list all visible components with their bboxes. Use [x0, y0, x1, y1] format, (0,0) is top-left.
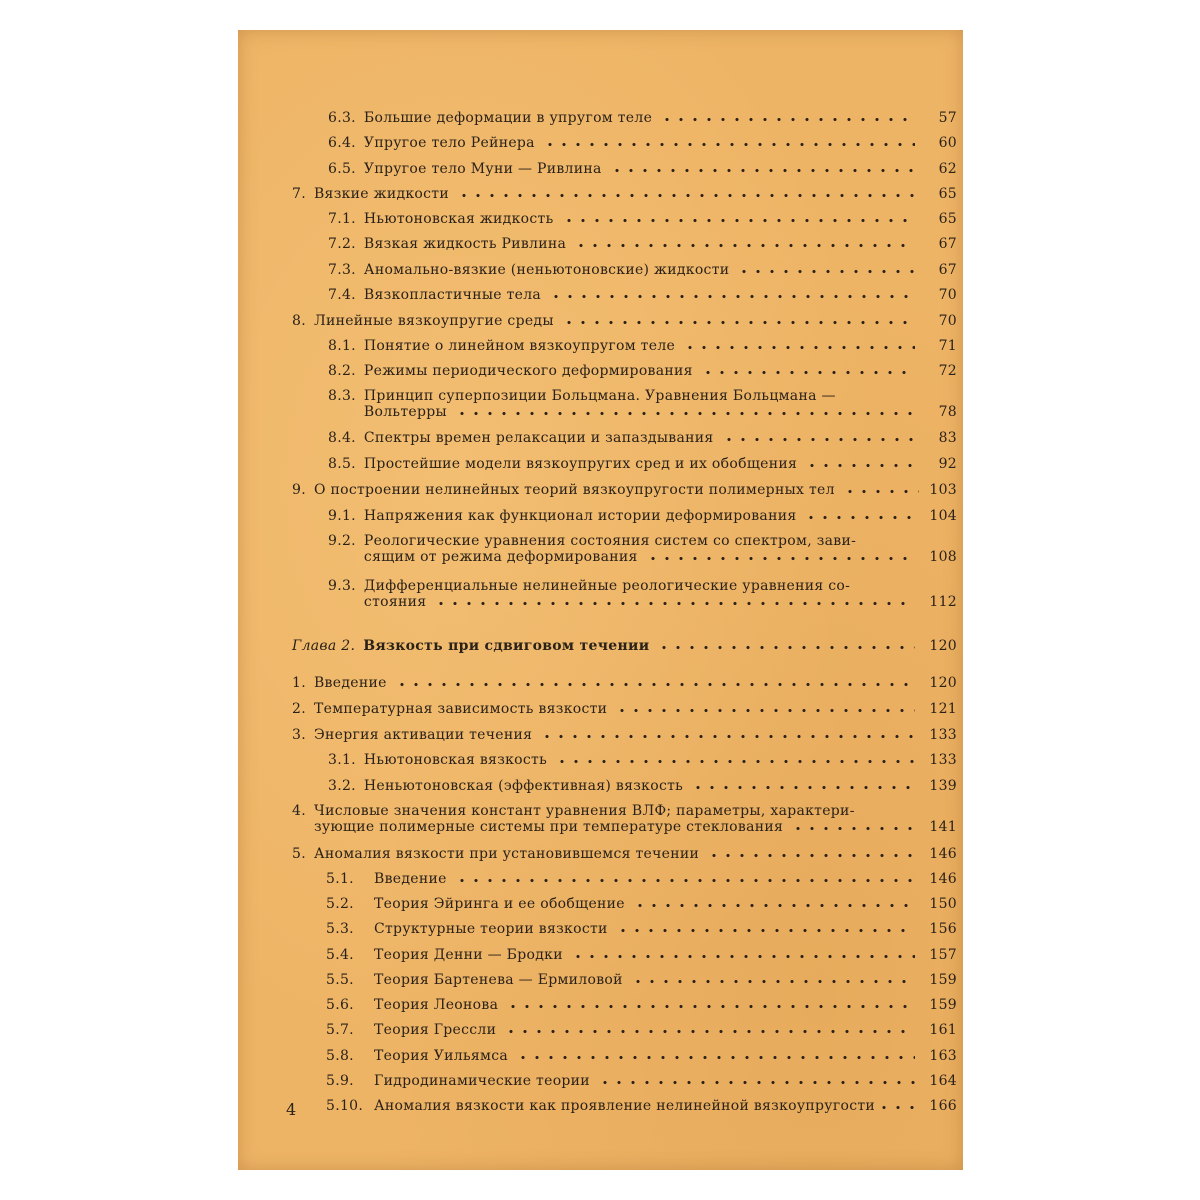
toc-entry: [328, 778, 957, 794]
dot-leader: [455, 411, 915, 416]
dot-leader: [701, 370, 915, 375]
toc-entry: [328, 161, 957, 177]
toc-number: 9.3.: [328, 578, 356, 594]
toc-number: 5.5.: [326, 972, 354, 988]
toc-number: 8.2.: [328, 363, 356, 379]
toc-page-number: 62: [938, 161, 957, 177]
toc-number: 8.4.: [328, 430, 356, 446]
toc-number: 8.: [292, 313, 306, 329]
toc-entry: [292, 727, 957, 743]
dot-leader: [631, 979, 915, 984]
toc-entry: [326, 947, 957, 963]
toc-number: 4.: [292, 803, 306, 819]
toc-page-number: 120: [929, 675, 957, 691]
toc-entry: [326, 871, 957, 887]
toc-page-number: 60: [938, 135, 957, 151]
toc-title: Аномалия вязкости как проявление нелинейной вязкоупругости: [374, 1098, 876, 1114]
toc-number: 8.1.: [328, 338, 356, 354]
toc-number: 6.4.: [328, 135, 356, 151]
toc-title: Структурные теории вязкости: [374, 921, 608, 937]
dot-leader: [660, 117, 915, 122]
dot-leader: [737, 269, 915, 274]
toc-number: 7.: [292, 186, 306, 202]
dot-leader: [791, 826, 915, 831]
toc-page-number: 72: [938, 363, 957, 379]
toc-title: Спектры времен релаксации и запаздывания: [363, 430, 714, 446]
toc-title: Вязкопластичные тела: [363, 287, 542, 303]
dot-leader: [610, 168, 915, 173]
toc-title-line-1: Числовые значения констант уравнения ВЛФ; параметры, характери-: [313, 803, 855, 819]
toc-page-number: 156: [929, 921, 957, 937]
toc-title: Энергия активации течения: [313, 727, 533, 743]
toc-page-number: 67: [938, 236, 957, 252]
dot-leader: [455, 878, 915, 883]
toc-title: Теория Денни — Бродки: [374, 947, 563, 963]
toc-entry: [328, 456, 957, 472]
toc-entry: [292, 803, 957, 835]
toc-title: Неньютоновская (эффективная) вязкость: [363, 778, 684, 794]
toc-number: 5.2.: [326, 896, 354, 912]
toc-entry: [328, 752, 957, 768]
toc-title: Гидродинамические теории: [374, 1073, 590, 1089]
toc-entry: [326, 1098, 957, 1114]
dot-leader: [805, 463, 915, 468]
toc-number: 5.6.: [326, 997, 354, 1013]
toc-title: Вязкая жидкость Ривлина: [363, 236, 567, 252]
toc-page-number: 103: [929, 482, 957, 498]
toc-title: [364, 388, 923, 420]
dot-leader: [571, 954, 915, 959]
toc-page-number: 121: [929, 701, 957, 717]
toc-number: 5.7.: [326, 1022, 354, 1038]
toc-page-number: 112: [929, 594, 957, 610]
dot-leader: [574, 243, 915, 248]
dot-leader: [804, 515, 915, 520]
toc-entry: [328, 135, 957, 151]
dot-leader: [877, 1105, 921, 1110]
toc-page-number: 133: [929, 727, 957, 743]
toc-title: [364, 533, 923, 565]
toc-title: Аномально-вязкие (неньютоновские) жидкости: [363, 262, 730, 278]
toc-page-number: 146: [929, 871, 957, 887]
toc-page-number: 120: [929, 638, 957, 654]
chapter-heading: [292, 638, 957, 654]
toc-number: 2.: [292, 701, 306, 717]
toc-page-number: 83: [938, 430, 957, 446]
toc-number: 5.10.: [326, 1098, 364, 1114]
toc-entry: [292, 846, 957, 862]
dot-leader: [562, 320, 915, 325]
toc-entry: [326, 921, 957, 937]
toc-entry: [292, 482, 957, 498]
toc-entry: [328, 363, 957, 379]
toc-number: 9.1.: [328, 508, 356, 524]
toc-number: 5.8.: [326, 1048, 354, 1064]
toc-page-number: 104: [929, 508, 957, 524]
dot-leader: [516, 1055, 915, 1060]
toc-entry: [292, 186, 957, 202]
toc-title: Упругое тело Рейнера: [363, 135, 535, 151]
dot-leader: [707, 853, 915, 858]
toc-number: 3.1.: [328, 752, 356, 768]
dot-leader: [540, 734, 915, 739]
toc-page-number: 146: [929, 846, 957, 862]
toc-title-line-2: Вольтерры: [363, 404, 447, 420]
toc-number: 3.2.: [328, 778, 356, 794]
dot-leader: [457, 193, 915, 198]
dot-leader: [646, 556, 915, 561]
toc-entry: [328, 211, 957, 227]
toc-page-number: 71: [938, 338, 957, 354]
book-page: [238, 30, 963, 1170]
toc-title: Простейшие модели вязкоупругих сред и их обобщения: [363, 456, 798, 472]
dot-leader: [562, 218, 916, 223]
toc-entry: [292, 701, 957, 717]
toc-title: О построении нелинейных теорий вязкоупругости полимерных тел: [313, 482, 835, 498]
dot-leader: [616, 928, 915, 933]
dot-leader: [506, 1004, 915, 1009]
toc-title: Теория Уильямса: [374, 1048, 508, 1064]
toc-entry: [326, 1022, 957, 1038]
dot-leader: [657, 645, 915, 650]
toc-page-number: 164: [929, 1073, 957, 1089]
toc-number: 5.: [292, 846, 306, 862]
toc-number: 3.: [292, 727, 306, 743]
toc-title: Теория Леонова: [374, 997, 499, 1013]
toc-page-number: 67: [938, 262, 957, 278]
dot-leader: [683, 345, 915, 350]
toc-title: Аномалия вязкости при установившемся течении: [313, 846, 700, 862]
toc-entry: [328, 287, 957, 303]
toc-page-number: 159: [929, 997, 957, 1013]
toc-title: Упругое тело Муни — Ривлина: [363, 161, 602, 177]
toc-page-number: 92: [938, 456, 957, 472]
toc-page-number: 70: [938, 313, 957, 329]
toc-page-number: 70: [938, 287, 957, 303]
toc-title: Линейные вязкоупругие среды: [313, 313, 554, 329]
dot-leader: [395, 682, 915, 687]
toc-entry: [326, 1048, 957, 1064]
toc-title: Вязкие жидкости: [313, 186, 449, 202]
toc-page-number: 65: [938, 211, 957, 227]
toc-page-number: 133: [929, 752, 957, 768]
toc-title: [364, 578, 923, 610]
toc-entry: [328, 338, 957, 354]
toc-title: [314, 803, 923, 835]
toc-title: Теория Эйринга и ее обобщение: [374, 896, 625, 912]
toc-page-number: 108: [929, 549, 957, 565]
toc-title: Понятие о линейном вязкоупругом теле: [363, 338, 676, 354]
toc-page-number: 159: [929, 972, 957, 988]
page-folio-number: 4: [286, 1100, 297, 1119]
dot-leader: [633, 903, 915, 908]
toc-number: 8.3.: [328, 388, 356, 404]
toc-title: Теория Бартенева — Ермиловой: [374, 972, 623, 988]
toc-title: Напряжения как функционал истории деформирования: [363, 508, 797, 524]
toc-title: Введение: [313, 675, 387, 691]
toc-page-number: 141: [929, 819, 957, 835]
toc-page-number: 78: [938, 404, 957, 420]
dot-leader: [549, 294, 915, 299]
toc-page-number: 57: [938, 110, 957, 126]
toc-number: 5.4.: [326, 947, 354, 963]
toc-title-line-2: сящим от режима деформирования: [363, 549, 638, 565]
toc-entry: [328, 430, 957, 446]
toc-page-number: 65: [938, 186, 957, 202]
toc-entry: [328, 236, 957, 252]
toc-entry: [328, 578, 957, 610]
toc-title-line-1: Дифференциальные нелинейные реологические уравнения со-: [363, 578, 851, 594]
dot-leader: [722, 437, 916, 442]
toc-entry: [328, 533, 957, 565]
toc-page-number: 157: [929, 947, 957, 963]
dot-leader: [543, 142, 915, 147]
toc-entry: [328, 388, 957, 420]
toc-number: 7.1.: [328, 211, 356, 227]
toc-entry: [326, 896, 957, 912]
toc-number: 7.3.: [328, 262, 356, 278]
toc-page-number: 150: [929, 896, 957, 912]
toc-title-line-1: Принцип суперпозиции Больцмана. Уравнения Больцмана —: [363, 388, 836, 404]
toc-number: 9.2.: [328, 533, 356, 549]
dot-leader: [555, 759, 915, 764]
toc-number: 1.: [292, 675, 306, 691]
dot-leader: [598, 1080, 915, 1085]
toc-title: Введение: [374, 871, 447, 887]
toc-number: 5.9.: [326, 1073, 354, 1089]
toc-page-number: 161: [929, 1022, 957, 1038]
dot-leader: [615, 708, 915, 713]
chapter-label: Глава 2.: [292, 638, 356, 654]
toc-entry: [292, 313, 957, 329]
toc-title: Температурная зависимость вязкости: [313, 701, 608, 717]
toc-number: 5.1.: [326, 871, 354, 887]
toc-title-line-2: стояния: [363, 594, 427, 610]
chapter-title: Вязкость при сдвиговом течении: [363, 638, 650, 654]
toc-number: 6.3.: [328, 110, 356, 126]
toc-number: 7.4.: [328, 287, 356, 303]
toc-entry: [328, 110, 957, 126]
toc-number: 8.5.: [328, 456, 356, 472]
toc-page-number: 166: [929, 1098, 957, 1114]
dot-leader: [843, 489, 919, 494]
toc-title: Теория Грессли: [374, 1022, 497, 1038]
toc-title-line-1: Реологические уравнения состояния систем со спектром, зави-: [363, 533, 857, 549]
toc-number: 9.: [292, 482, 306, 498]
dot-leader: [504, 1029, 915, 1034]
toc-title: Режимы периодического деформирования: [363, 363, 693, 379]
toc-page-number: 139: [929, 778, 957, 794]
toc-entry: [326, 1073, 957, 1089]
toc-number: 5.3.: [326, 921, 354, 937]
toc-page-number: 163: [929, 1048, 957, 1064]
toc-entry: [328, 508, 957, 524]
toc-title: Ньютоновская вязкость: [363, 752, 548, 768]
dot-leader: [691, 785, 915, 790]
toc-entry: [328, 262, 957, 278]
toc-entry: [326, 997, 957, 1013]
toc-title-line-2: зующие полимерные системы при температуре стеклования: [313, 819, 784, 835]
toc-title: Ньютоновская жидкость: [363, 211, 554, 227]
toc-title: Большие деформации в упругом теле: [363, 110, 653, 126]
toc-number: 6.5.: [328, 161, 356, 177]
toc-number: 7.2.: [328, 236, 356, 252]
toc-entry: [292, 675, 957, 691]
toc-entry: [326, 972, 957, 988]
dot-leader: [434, 601, 915, 606]
